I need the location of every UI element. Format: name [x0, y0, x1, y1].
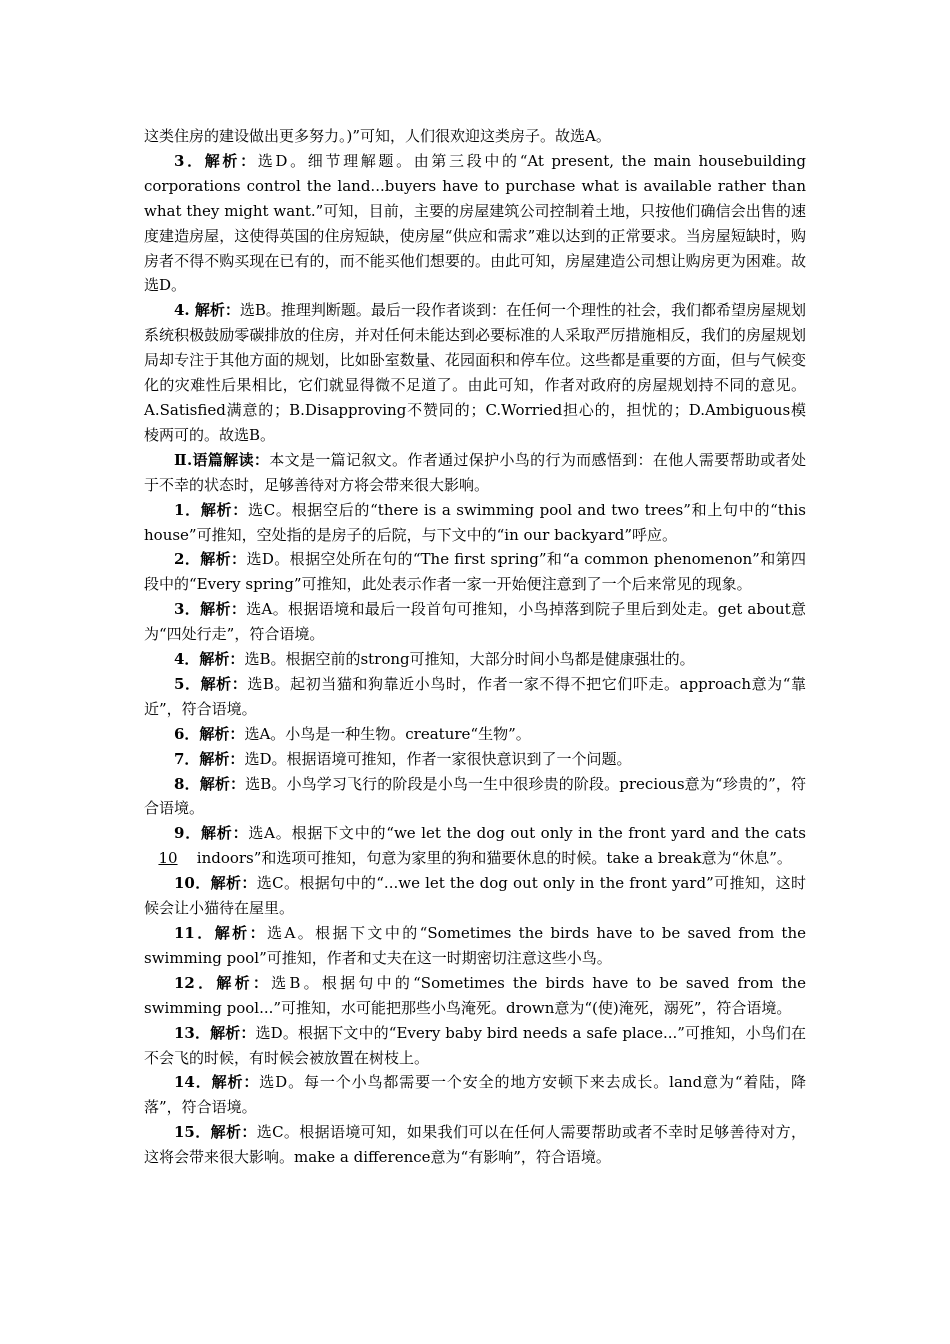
paragraph-text: 选A。小鸟是一种生物。creature“生物”。 — [244, 724, 531, 743]
cloze-12-explanation — [144, 971, 806, 1021]
answer-label: 10．解析： — [174, 874, 257, 893]
answer-label: 9．解析： — [174, 824, 249, 843]
cloze-3-explanation — [144, 597, 806, 647]
cloze-13-explanation — [144, 1021, 806, 1071]
answer-label: 7．解析： — [174, 749, 245, 768]
cloze-4-explanation — [144, 647, 806, 672]
paragraph-text: 选A。根据下文中的“Sometimes the birds have to be saved from the swimming pool”可推知，作者和丈夫在这一时期密切注意这些小鸟。 — [144, 924, 807, 967]
paragraph-text: 这类住房的建设做出更多努力。)”可知，人们很欢迎这类房子。故选A。 — [144, 127, 611, 145]
answer-label: 4．解析： — [174, 650, 245, 669]
paragraph-0 — [144, 124, 806, 149]
paragraph-text: 选B。根据句中的“Sometimes the birds have to be saved from the swimming pool...”可推知，水可能把那些小鸟淹死。drown意为“(使)淹死，溺死”，符合语境。 — [144, 973, 807, 1017]
paragraph-text: 选D。根据下文中的“Every baby bird needs a safe place...”可推知，小鸟们在不会飞的时候，有时候会被放置在树枝上。 — [144, 1023, 806, 1067]
answer-label: 14．解析： — [174, 1073, 260, 1092]
paragraph-text: 选B。起初当猫和狗靠近小鸟时，作者一家不得不把它们吓走。approach意为“靠近”，符合语境。 — [144, 674, 806, 718]
paragraph-text: 本文是一篇记叙文。作者通过保护小鸟的行为而感悟到：在他人需要帮助或者处于不幸的状态时，足够善待对方将会带来很大影响。 — [144, 450, 806, 494]
cloze-10-explanation — [144, 871, 806, 921]
paragraph-text: 选A。根据下文中的“we let the dog out only in the front yard and the cats — [248, 824, 806, 843]
paragraph-text: 选C。根据语境可知，如果我们可以在任何人需要帮助或者不幸时足够善待对方，这将会带来很大影响。make a difference意为“有影响”，符合语境。 — [144, 1123, 807, 1167]
paragraph-text: 选A。根据语境和最后一段首句可推知，小鸟掉落到院子里后到处走。get about意为“四处行走”，符合语境。 — [144, 600, 807, 644]
paragraph-text: 选D。细节理解题。由第三段中的“At present, the main housebuilding corporations control the land...buyers have to purchase what is available rather than what they might want.”可知，目前，主要的房屋建筑公司控制着土地，只按他们确信会出售的速度建造房屋，这使得英国的住房短缺，使房屋“供应和需求”难以达到的正常要求。当房屋短缺时，购房者不得不购买现在已有的，而不能买他们想要的。由此可知，房屋建造公司想让购房更为困难。故选D。 — [144, 151, 806, 295]
cloze-9-explanation — [144, 821, 806, 871]
answer-3-explanation — [144, 149, 806, 298]
cloze-6-explanation — [144, 722, 806, 747]
answer-label: 13．解析： — [174, 1023, 256, 1042]
answer-label: 2．解析： — [174, 550, 247, 569]
answer-label: 6．解析： — [174, 724, 245, 743]
cloze-14-explanation — [144, 1070, 806, 1120]
paragraph-text: 选B。小鸟学习飞行的阶段是小鸟一生中很珍贵的阶段。precious意为“珍贵的”，符合语境。 — [144, 774, 806, 818]
paragraph-text: 选B。根据空前的strong可推知，大部分时间小鸟都是健康强壮的。 — [244, 650, 695, 669]
paragraph-text: indoors”和选项可推知，句意为家里的狗和猫要休息的时候。take a break意为“休息”。 — [192, 849, 792, 868]
answer-label: 3．解析： — [174, 600, 247, 619]
cloze-15-explanation — [144, 1120, 806, 1170]
paragraph-text: 选D。根据空处所在句的“The first spring”和“a common phenomenon”和第四段中的“Every spring”可推知，此处表示作者一家一开始便注意到了一个后来常见的现象。 — [144, 550, 807, 594]
cloze-7-explanation — [144, 747, 806, 772]
cloze-8-explanation — [144, 772, 806, 822]
answer-label: 11．解析： — [174, 924, 268, 942]
paragraph-text: 选B。推理判断题。最后一段作者谈到：在任何一个理性的社会，我们都希望房屋规划系统积极鼓励零碳排放的住房，并对任何未能达到必要标准的人采取严厉措施相反，我们的房屋规划局却专注于其他方面的规划，比如卧室数量、花园面积和停车位。这些都是重要的方面，但与气候变化的灾难性后果相比，它们就显得微不足道了。由此可知，作者对政府的房屋规划持不同的意见。A.Satisfied满意的；B.Disapproving不赞同的；C.Worried担心的，担忧的；D.Ambiguous模棱两可的。故选B。 — [144, 301, 806, 444]
answer-label: 1．解析： — [174, 500, 248, 519]
answer-label: 12．解析： — [174, 973, 272, 992]
passage-summary — [144, 448, 806, 498]
paragraph-text: 选C。根据句中的“...we let the dog out only in the front yard”可推知，这时候会让小猫待在屋里。 — [144, 874, 807, 918]
cloze-2-explanation — [144, 547, 806, 597]
answer-label: 5．解析： — [174, 674, 248, 693]
answer-label: 15．解析： — [174, 1123, 257, 1142]
paragraph-text: 选D。每一个小鸟都需要一个安全的地方安顿下来去成长。land意为“着陆，降落”，符合语境。 — [144, 1073, 807, 1117]
answer-explanations — [144, 124, 806, 1170]
cloze-11-explanation — [144, 921, 806, 971]
cloze-blank: 10 — [158, 849, 178, 868]
paragraph-text: 选D。根据语境可推知，作者一家很快意识到了一个问题。 — [244, 749, 632, 768]
answer-4-explanation — [144, 298, 806, 447]
answer-label: 3．解析： — [174, 151, 258, 170]
cloze-5-explanation — [144, 672, 806, 722]
answer-label: 8．解析： — [174, 774, 246, 793]
paragraph-text: 选C。根据空后的“there is a swimming pool and two trees”和上句中的“this house”可推知，空处指的是房子的后院，与下文中的“in our backyard”呼应。 — [144, 500, 807, 544]
cloze-1-explanation — [144, 498, 806, 548]
section-label: Ⅱ.语篇解读： — [174, 450, 270, 469]
answer-label: 4. 解析： — [174, 301, 240, 320]
